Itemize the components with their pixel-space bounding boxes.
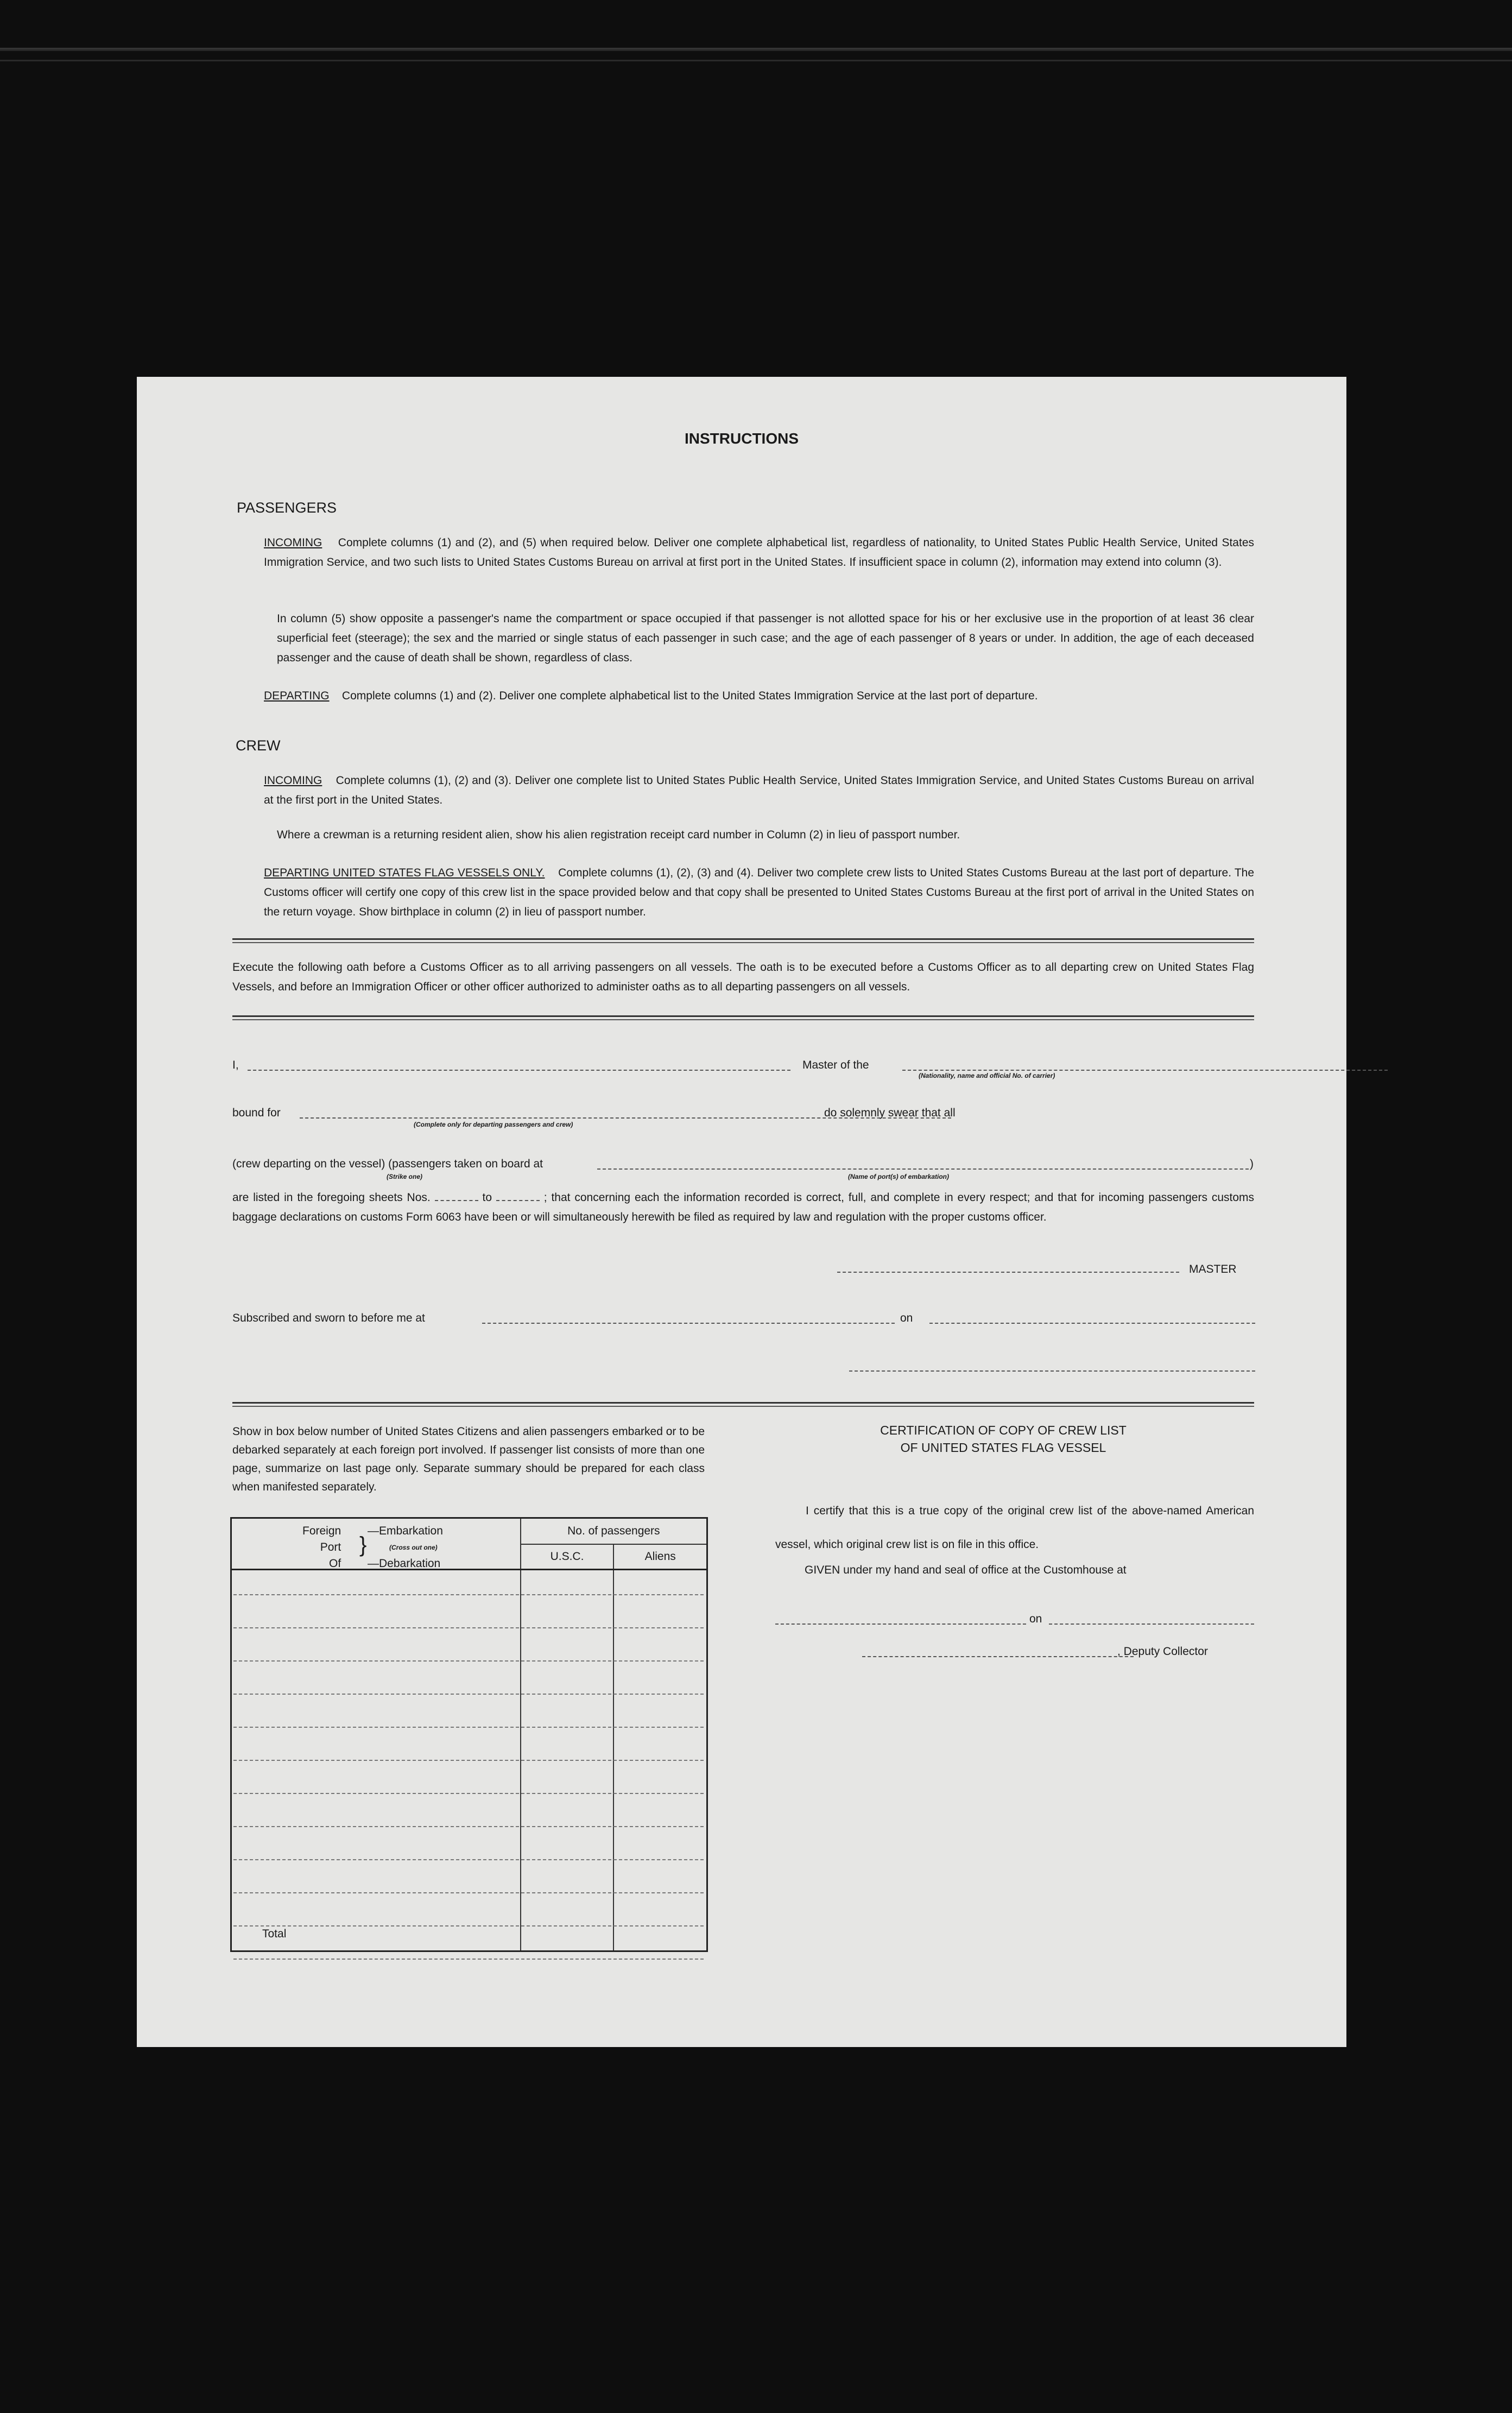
subscribed-label: Subscribed and sworn to before me at: [232, 1312, 425, 1324]
crew-heading: CREW: [236, 737, 281, 754]
oath-i-label: I,: [232, 1059, 239, 1071]
form-page: [137, 377, 1346, 2047]
summary-row-line: [233, 1925, 704, 1926]
of-label: Of: [329, 1557, 341, 1570]
summary-row-line: [233, 1694, 704, 1695]
debarkation-label: —Debarkation: [368, 1557, 441, 1570]
deputy-collector-label: , Deputy Collector: [1117, 1645, 1208, 1658]
foreign-label: Foreign: [302, 1525, 341, 1537]
passengers-incoming-label: INCOMING: [264, 536, 322, 549]
sheets-paragraph: [232, 1188, 1254, 1227]
summary-row-line: [233, 1826, 704, 1827]
total-label: Total: [262, 1928, 287, 1940]
crew-departing-label: DEPARTING UNITED STATES FLAG VESSELS ONLY.: [264, 867, 545, 879]
close-paren: ): [1250, 1158, 1254, 1170]
summary-row-line: [233, 1892, 704, 1893]
officer-signature-field[interactable]: [849, 1370, 1255, 1372]
oath-instruction: Execute the following oath before a Customs Officer as to all arriving passengers on all vessels. The oath is to be executed before a Customs Officer as to all departing crew on United States Flag Vessels, and before an Immigration Officer or other officer authorized to administer oaths as to all departing passengers on all vessels.: [232, 961, 1254, 993]
summary-row-line: [233, 1627, 704, 1628]
page-title: INSTRUCTIONS: [685, 430, 799, 447]
ports-hint: (Name of port(s) of embarkation): [848, 1173, 950, 1180]
master-label: MASTER: [1189, 1263, 1237, 1275]
sheets-to-field[interactable]: [496, 1190, 540, 1201]
swear-label: do solemnly swear that all: [824, 1107, 956, 1119]
summary-row-line: [233, 1859, 704, 1860]
summary-row-line: [233, 1660, 704, 1662]
passengers-incoming-paragraph: [264, 533, 1254, 572]
no-passengers-label: No. of passengers: [521, 1519, 706, 1545]
subscribed-on-label: on: [900, 1312, 913, 1324]
sheets-text: ; that concerning each the information recorded is correct, full, and complete in every respect; and that for incoming passengers customs baggage declarations on customs Form 6063 have been or will simultaneously herewith be filed as required by law and regulation with the proper customs officer.: [232, 1191, 1255, 1223]
given-text: GIVEN under my hand and seal of office at the Customhouse at: [805, 1564, 1127, 1576]
ports-of-embarkation-field[interactable]: [597, 1168, 1249, 1170]
passengers-column5-paragraph: In column (5) show opposite a passenger's name the compartment or space occupied if that passenger is not allotted space for his or her exclusive use in the proportion of at least 36 clear superficial feet (steerage); the sex and the married or single status of each passenger in such case; and the age of each passenger of 8 years or under. In addition, the age of each deceased passenger and the cause of death shall be shown, regardless of class.: [277, 612, 1254, 664]
divider-rule: [232, 1015, 1254, 1020]
crew-departing-paragraph: [264, 863, 1254, 922]
sheets-to-label: to: [482, 1191, 492, 1204]
summary-row-line: [233, 1727, 704, 1728]
passengers-departing-paragraph: [264, 686, 1254, 706]
carrier-line-input[interactable]: [902, 1070, 1388, 1071]
divider-rule: [232, 938, 1254, 943]
bound-hint: (Complete only for departing passengers and crew): [414, 1121, 573, 1128]
passengers-incoming-text: Complete columns (1) and (2), and (5) when required below. Deliver one complete alphabetical list, regardless of nationality, to United States Public Health Service, United States Immigration Service, and two such lists to United States Customs Bureau on arrival at first port in the United States. If insufficient space in column (2), information may extend into column (3).: [264, 536, 1254, 568]
crew-departing-text: Complete columns (1), (2), (3) and (4). Deliver two complete crew lists to United States Customs Bureau at the last port of departure. The Customs officer will certify one copy of this crew list in the space provided below and that copy shall be presented to United States Customs Bureau at the first port of arrival in the United States on the return voyage. Show birthplace in column (2) in lieu of passport number.: [264, 867, 1255, 918]
certification-title: [759, 1422, 1248, 1456]
aliens-label: Aliens: [644, 1550, 676, 1563]
certification-date-field[interactable]: [1049, 1624, 1254, 1625]
summary-row-line: [233, 1793, 704, 1794]
divider-rule: [232, 1402, 1254, 1407]
subscribed-date-field[interactable]: [929, 1323, 1255, 1324]
nationality-hint: (Nationality, name and official No. of carrier): [919, 1072, 1055, 1079]
oath-master-of-label: Master of the: [802, 1059, 869, 1071]
summary-row-line: [233, 1959, 704, 1960]
deputy-collector-signature-field[interactable]: [862, 1656, 1134, 1657]
film-edge-line-secondary: [0, 60, 1512, 61]
passengers-departing-text: Complete columns (1) and (2). Deliver one complete alphabetical list to the United States Immigration Service at the last port of departure.: [341, 690, 1038, 702]
film-edge-line: [0, 48, 1512, 51]
customhouse-field[interactable]: [775, 1624, 1026, 1625]
crew-incoming-text: Complete columns (1), (2) and (3). Deliver one complete list to United States Public Health Service, United States Immigration Service, and United States Customs Bureau on arrival at the first port in the United States.: [264, 774, 1254, 806]
crew-passengers-label: (crew departing on the vessel) (passengers taken on board at: [232, 1158, 543, 1170]
crew-resident-paragraph: Where a crewman is a returning resident alien, show his alien registration receipt card number in Column (2) in lieu of passport number.: [277, 829, 960, 841]
bound-for-label: bound for: [232, 1107, 281, 1119]
passengers-departing-label: DEPARTING: [264, 690, 330, 702]
certification-on-label: on: [1029, 1613, 1042, 1625]
sheets-from-field[interactable]: [435, 1190, 478, 1201]
passenger-summary-table: [230, 1517, 708, 1952]
strike-hint: (Strike one): [387, 1173, 423, 1180]
certification-title-line2: OF UNITED STATES FLAG VESSEL: [900, 1441, 1106, 1455]
master-name-field[interactable]: [248, 1070, 790, 1071]
master-signature-field[interactable]: [837, 1272, 1179, 1273]
embarkation-label: —Embarkation: [368, 1525, 443, 1537]
certification-title-line1: CERTIFICATION OF COPY OF CREW LIST: [880, 1423, 1127, 1437]
summary-row-line: [233, 1760, 704, 1761]
port-header-cell: [231, 1518, 521, 1570]
brace-symbol: }: [359, 1533, 367, 1557]
crew-incoming-paragraph: [264, 771, 1254, 810]
summary-instruction: Show in box below number of United States Citizens and alien passengers embarked or to be debarked separately at each foreign port involved. If passenger list consists of more than one page, summarize on last page only. Separate summary should be prepared for each class when manifested separately.: [232, 1425, 705, 1493]
usc-label: U.S.C.: [521, 1545, 615, 1569]
summary-row-line: [233, 1594, 704, 1595]
port-label: Port: [320, 1541, 341, 1553]
passengers-header-cell: [521, 1518, 707, 1570]
crew-incoming-label: INCOMING: [264, 774, 322, 787]
cross-out-hint: (Cross out one): [389, 1544, 438, 1551]
certify-text: I certify that this is a true copy of the original crew list of the above-named American vessel, which original crew list is on file in this office.: [775, 1505, 1254, 1551]
subscribed-place-field[interactable]: [482, 1323, 895, 1324]
sheets-prefix: are listed in the foregoing sheets Nos.: [232, 1191, 431, 1204]
passengers-heading: PASSENGERS: [237, 500, 337, 516]
